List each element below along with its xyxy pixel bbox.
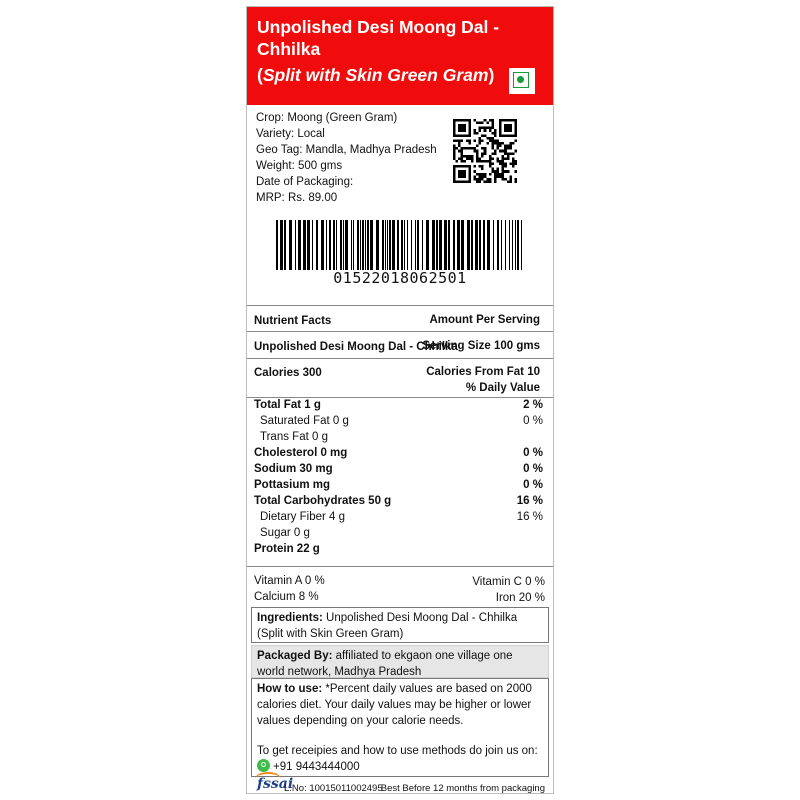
- nutrient-row-label: Dietary Fiber 4 g: [260, 511, 346, 523]
- nutrient-facts-heading: Nutrient Facts: [254, 315, 332, 327]
- divider: [247, 305, 553, 306]
- divider: [247, 358, 553, 359]
- geo-tag-text: Geo Tag: Mandla, Madhya Pradesh: [256, 144, 437, 156]
- nutrient-row-value: 2 %: [523, 399, 543, 411]
- nutrient-row-label: Pottasium mg: [254, 479, 331, 491]
- nutrient-row-value: 0 %: [523, 463, 543, 475]
- vitamin-a: Vitamin A 0 %: [254, 575, 325, 587]
- packaged-by-box: [251, 645, 549, 678]
- nutrition-product-name: Unpolished Desi Moong Dal - Chhilka: [254, 341, 458, 353]
- calcium: Calcium 8 %: [254, 591, 319, 603]
- nutrient-row-value: 0 %: [523, 447, 543, 459]
- calories-from-fat: Calories From Fat 10: [426, 366, 540, 378]
- nutrient-row-label: Total Fat 1 g: [254, 399, 321, 411]
- nutrient-row-label: Saturated Fat 0 g: [260, 415, 349, 427]
- how-to-use-box: [251, 678, 549, 777]
- divider: [247, 331, 553, 332]
- mrp-text: MRP: Rs. 89.00: [256, 192, 338, 204]
- weight-text: Weight: 500 gms: [256, 160, 343, 172]
- nutrient-row-value: 16 %: [516, 511, 543, 523]
- best-before: Best Before 12 months from packaging: [380, 783, 545, 794]
- label-header: [247, 7, 553, 105]
- ingredients-text: Unpolished Desi Moong Dal - Chhilka (Split with Skin Green Gram): [257, 612, 518, 640]
- license-number: L.No: 10015011002495: [284, 783, 383, 794]
- nutrient-row-label: Protein 22 g: [254, 543, 320, 555]
- product-title: Unpolished Desi Moong Dal - Chhilka: [257, 17, 500, 59]
- how-to-use-text: *Percent daily values are based on 2000 calories diet. Your daily values may be higher or lower values depending on your calorie needs.: [257, 683, 532, 727]
- ingredients-label: Ingredients:: [257, 612, 323, 624]
- veg-mark-icon: [509, 68, 535, 94]
- packaged-by-text: affiliated to ekgaon one village one world network, Madhya Pradesh: [257, 650, 513, 678]
- nutrient-row-label: Sugar 0 g: [260, 527, 310, 539]
- divider: [247, 397, 553, 398]
- variety-text: Variety: Local: [256, 128, 325, 140]
- whatsapp-contact[interactable]: [257, 759, 543, 775]
- divider: [247, 566, 553, 567]
- packaging-date-text: Date of Packaging:: [256, 176, 354, 188]
- crop-text: Crop: Moong (Green Gram): [256, 112, 398, 124]
- daily-value-heading: % Daily Value: [465, 382, 540, 394]
- qr-code: [453, 119, 517, 183]
- product-subtitle: (Split with Skin Green Gram): [257, 65, 495, 85]
- whatsapp-icon: [257, 759, 270, 772]
- fssai-logo: fssai: [257, 776, 294, 792]
- nutrient-row-label: Sodium 30 mg: [254, 463, 333, 475]
- product-label: [246, 6, 554, 794]
- phone-number: +91 9443444000: [273, 761, 360, 773]
- join-text: To get receipies and how to use methods do join us on:: [257, 745, 538, 757]
- nutrient-row-value: 0 %: [523, 415, 543, 427]
- nutrient-row-value: 16 %: [516, 495, 543, 507]
- vitamin-c: Vitamin C 0 %: [472, 576, 545, 588]
- nutrient-row-label: Trans Fat 0 g: [260, 431, 328, 443]
- barcode: [276, 220, 522, 270]
- how-to-use-label: How to use:: [257, 683, 323, 695]
- ingredients-box: [251, 607, 549, 643]
- product-info: [256, 110, 437, 206]
- nutrient-row-label: Cholesterol 0 mg: [254, 447, 348, 459]
- iron: Iron 20 %: [495, 592, 545, 604]
- nutrient-row-label: Total Carbohydrates 50 g: [254, 495, 392, 507]
- packaged-by-label: Packaged By:: [257, 650, 333, 662]
- barcode-number: 01522018062501: [333, 269, 467, 287]
- nutrient-row-value: 0 %: [523, 479, 543, 491]
- serving-size: Serving Size 100 gms: [422, 340, 540, 352]
- amount-per-serving-heading: Amount Per Serving: [429, 314, 540, 326]
- calories: Calories 300: [254, 367, 322, 379]
